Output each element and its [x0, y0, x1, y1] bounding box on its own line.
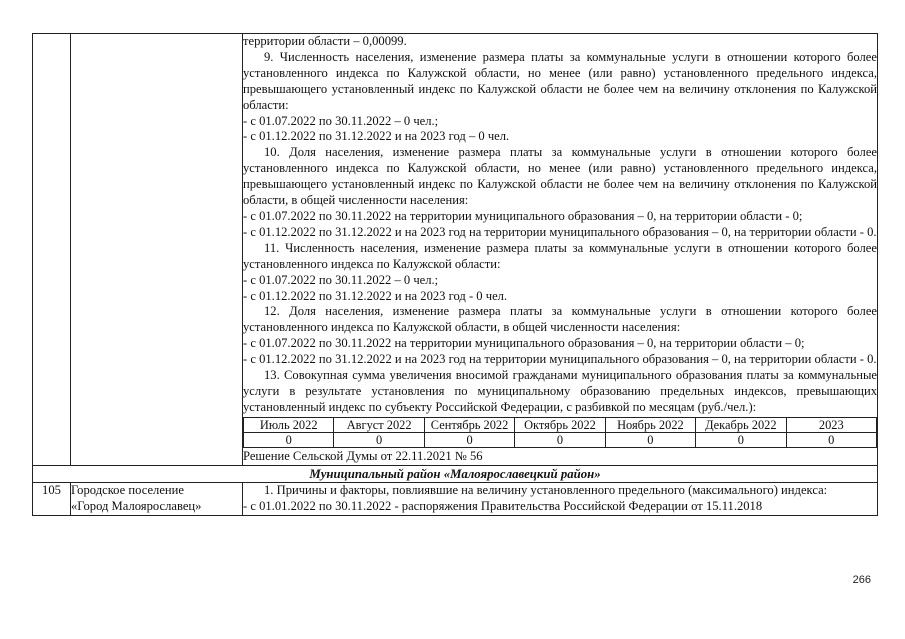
municipal-index-table	[32, 33, 878, 516]
paragraph: 13. Совокупная сумма увеличения вносимой гражданами муниципального образования платы за коммунальные услуги в результате установления по муниципальному образованию предельных индексов, превышающих установленный индекс по субъекту Российской Федерации, с разбивкой по месяцам (руб./чел.):	[243, 368, 877, 414]
decision-reference: Решение Сельской Думы от 22.11.2021 № 56	[243, 448, 483, 463]
indicators-cell	[243, 34, 878, 466]
page-number: 266	[852, 574, 871, 586]
indicators-cell	[243, 482, 878, 515]
month-header: Июль 2022	[244, 417, 334, 432]
municipality-line: «Город Малоярославец»	[71, 498, 202, 513]
municipality-line: Городское поселение	[71, 482, 184, 497]
paragraph: - с 01.07.2022 по 30.11.2022 на территории муниципального образования – 0, на территории области - 0;	[243, 208, 803, 223]
row-number: 105	[33, 482, 71, 515]
month-header: Декабрь 2022	[696, 417, 786, 432]
paragraph: 9. Численность населения, изменение размера платы за коммунальные услуги в отношении которого более установленного индекса по Калужской области, но менее (или равно) установленного предельного индекса, превышающего установленный индекс по Калужской области не более чем на величину отклонения по Калужской области:	[243, 49, 877, 112]
paragraph: 10. Доля населения, изменение размера платы за коммунальные услуги в отношении которого более установленного индекса по Калужской области, но менее (или равно) установленного предельного индекса, превышающего установленный индекс по Калужской области не более чем на величину отклонения по Калужской области, в общей численности населения:	[243, 145, 877, 208]
paragraph: - с 01.12.2022 по 31.12.2022 и на 2023 год - 0 чел.	[243, 288, 508, 303]
month-value: 0	[515, 432, 605, 447]
paragraph: - с 01.12.2022 по 31.12.2022 и на 2023 год на территории муниципального образования – 0, на территории области - 0.	[243, 352, 877, 367]
paragraph: - с 01.07.2022 по 30.11.2022 – 0 чел.;	[243, 272, 439, 287]
district-header: Муниципальный район «Малоярославецкий район»	[33, 465, 878, 482]
paragraph: 11. Численность населения, изменение размера платы за коммунальные услуги в отношении которого более установленного индекса по Калужской области:	[243, 240, 877, 271]
month-value: 0	[696, 432, 786, 447]
paragraph: - с 01.07.2022 по 30.11.2022 – 0 чел.;	[243, 113, 439, 128]
paragraph: территории области – 0,00099.	[243, 34, 407, 48]
month-value: 0	[786, 432, 876, 447]
monthly-header-row	[244, 417, 877, 432]
paragraph: - с 01.12.2022 по 31.12.2022 и на 2023 год – 0 чел.	[243, 129, 510, 144]
paragraph: 1. Причины и факторы, повлиявшие на величину установленного предельного (максимального) индекса:	[264, 482, 828, 497]
monthly-payment-table	[243, 417, 877, 448]
paragraph: - с 01.07.2022 по 30.11.2022 на территории муниципального образования – 0, на территории области – 0;	[243, 336, 805, 351]
paragraph: - с 01.01.2022 по 30.11.2022 - распоряжения Правительства Российской Федерации от 15.11.2018	[243, 498, 763, 513]
month-value: 0	[334, 432, 424, 447]
municipality-cell	[71, 34, 243, 466]
month-header: Ноябрь 2022	[605, 417, 695, 432]
paragraph: 12. Доля населения, изменение размера платы за коммунальные услуги в отношении которого более установленного индекса по Калужской области, в общей численности населения:	[243, 304, 877, 335]
month-header: Сентябрь 2022	[424, 417, 514, 432]
month-header: Октябрь 2022	[515, 417, 605, 432]
month-value: 0	[605, 432, 695, 447]
month-header: Август 2022	[334, 417, 424, 432]
paragraph: - с 01.12.2022 по 31.12.2022 и на 2023 год на территории муниципального образования – 0, на территории области - 0.	[243, 224, 877, 239]
month-header: 2023	[786, 417, 876, 432]
table-row	[33, 34, 878, 466]
month-value: 0	[424, 432, 514, 447]
row-number-cell	[33, 34, 71, 466]
month-value: 0	[244, 432, 334, 447]
monthly-value-row	[244, 432, 877, 447]
municipality-name	[71, 482, 243, 515]
district-header-row	[33, 465, 878, 482]
table-row	[33, 482, 878, 515]
